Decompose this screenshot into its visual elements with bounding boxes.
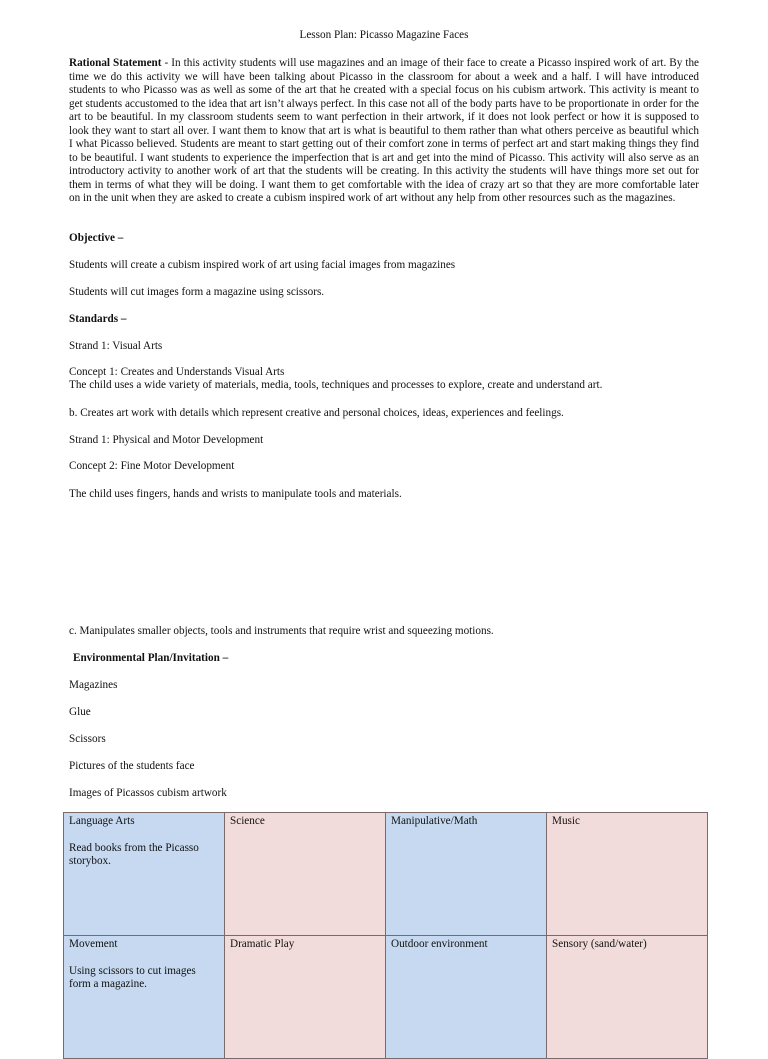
environment-item: Images of Picassos cubism artwork bbox=[69, 787, 227, 799]
environment-item: Pictures of the students face bbox=[69, 760, 195, 772]
cell-body: Read books from the Picasso storybox. bbox=[69, 841, 199, 867]
cell-label: Manipulative/Math bbox=[391, 815, 478, 827]
standard-concept: Concept 2: Fine Motor Development bbox=[69, 460, 235, 472]
standard-concept: Concept 1: Creates and Understands Visual Arts bbox=[69, 366, 285, 378]
objective-heading: Objective – bbox=[69, 232, 124, 244]
cell-label: Dramatic Play bbox=[230, 938, 295, 950]
standard-description: The child uses fingers, hands and wrists to manipulate tools and materials. bbox=[69, 488, 402, 500]
cell-label: Music bbox=[552, 815, 580, 827]
page-title: Lesson Plan: Picasso Magazine Faces bbox=[299, 29, 469, 41]
environment-heading: Environmental Plan/Invitation – bbox=[73, 652, 229, 664]
cell-label: Sensory (sand/water) bbox=[552, 938, 647, 950]
table-cell-dramatic-play bbox=[225, 936, 386, 1059]
rational-text: - In this activity students will use magazines and an image of their face to create a Picasso inspired work of art. By the time we do this activity we will have been talking about Picasso in the classroom for about a week and a half. I will have introduced students to who Picasso was as well as some of the art that he created with a special focus on his cubism artwork. This activity is meant to get students accustomed to the idea that art isn’t always perfect. In this case not all of the body parts have to be proportionate in order for the art to be beautiful. In my classroom students seem to want perfection in their artwork, if it does not look perfect or how it is supposed to look they want to start all over. I want them to know that art is what is beautiful to them rather than what others perceive as beautiful which I what Picasso believed. Students are meant to start getting out of their comfort zone in terms of perfect art and start making things they find to be beautiful. I want students to experience the imperfection that is art and get into the mind of Picasso. This activity will also serve as an introductory activity to another work of art that the students will be creating. In this activity the students will have things more set out for them in terms of what they will be doing. I want them to get comfortable with the idea of crazy art so that they are more comfortable later on in the unit when they are asked to create a cubism inspired work of art without any help from other resources such as the magazines. bbox=[69, 57, 700, 204]
cell-label: Outdoor environment bbox=[391, 938, 488, 950]
standard-description: The child uses a wide variety of materials, media, tools, techniques and processes to explore, create and understand art. bbox=[69, 379, 603, 391]
environment-item: Scissors bbox=[69, 733, 106, 745]
standard-item: c. Manipulates smaller objects, tools and instruments that require wrist and squeezing motions. bbox=[69, 625, 494, 637]
rational-statement bbox=[69, 57, 699, 206]
environment-item: Glue bbox=[69, 706, 91, 718]
learning-centers-table bbox=[63, 812, 708, 1059]
table-cell-outdoor-environment bbox=[386, 936, 547, 1059]
table-row bbox=[64, 936, 708, 1059]
rational-heading: Rational Statement bbox=[69, 57, 162, 69]
table-cell-sensory bbox=[547, 936, 708, 1059]
objective-item: Students will create a cubism inspired work of art using facial images from magazines bbox=[69, 259, 456, 271]
standard-strand: Strand 1: Visual Arts bbox=[69, 340, 163, 352]
standard-item: b. Creates art work with details which represent creative and personal choices, ideas, experiences and feelings. bbox=[69, 407, 564, 419]
cell-label: Language Arts bbox=[69, 815, 135, 827]
environment-item: Magazines bbox=[69, 679, 118, 691]
standard-strand: Strand 1: Physical and Motor Development bbox=[69, 434, 264, 446]
table-row bbox=[64, 813, 708, 936]
cell-body: Using scissors to cut images form a magazine. bbox=[69, 964, 196, 990]
table-cell-music bbox=[547, 813, 708, 936]
objective-item: Students will cut images form a magazine using scissors. bbox=[69, 286, 325, 298]
table-cell-movement bbox=[64, 936, 225, 1059]
cell-label: Science bbox=[230, 815, 265, 827]
table-cell-manipulative-math bbox=[386, 813, 547, 936]
table-cell-language-arts bbox=[64, 813, 225, 936]
standards-heading: Standards – bbox=[69, 313, 127, 325]
cell-label: Movement bbox=[69, 938, 118, 950]
table-cell-science bbox=[225, 813, 386, 936]
